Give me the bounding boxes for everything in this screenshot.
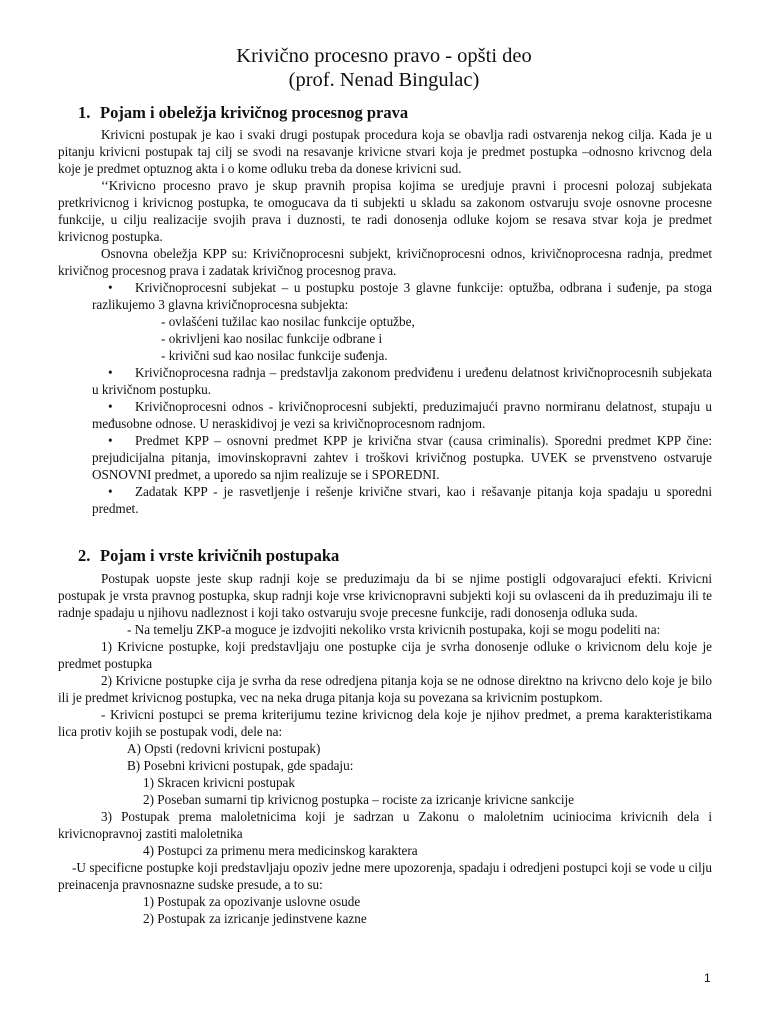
bullet-icon: • xyxy=(108,280,113,295)
list-item: 1) Postupak za opozivanje uslovne osude xyxy=(143,894,361,909)
section-1-number: 1. xyxy=(78,103,91,122)
bullet-text: Krivičnoprocesna radnja – predstavlja zakonom predviđenu i uređenu delatnost krivičnoprocesnih subjekata u krivičnom postupku. xyxy=(92,365,712,397)
bullet-text: Zadatak KPP - je rasvetljenje i rešenje krivične stvari, kao i rešavanje pitanja koja spadaju u sporedni predmet. xyxy=(92,484,712,516)
sub-item: - okrivljeni kao nosilac funkcije odbrane i xyxy=(161,331,383,346)
sub-item: - ovlašćeni tužilac kao nosilac funkcije optužbe, xyxy=(161,314,415,329)
list-item: 2) Postupak za izricanje jedinstvene kazne xyxy=(143,911,367,926)
paragraph: Krivicni postupak je kao i svaki drugi postupak procedura koja se obavlja radi ostvarenja nekog cilja. Kada je u pitanju krivicni postupak taj cilj se svodi na resavanje krivicne stvari koja je predmet postupka –odnosno krivcnog dela koje je predmet optuznog akta i o kome odluku treba da donese krivicni sud. xyxy=(58,127,712,176)
paragraph: Osnovna obeležja KPP su: Krivičnoprocesni subjekt, krivičnoprocesni odnos, krivičnoprocesna radnja, predmet krivičnog procesnog prava i zadatak krivičnog procesnog prava. xyxy=(58,246,712,278)
section-2-title: Pojam i vrste krivičnih postupaka xyxy=(100,546,340,565)
page-number: 1 xyxy=(704,971,711,985)
list-item: B) Posebni krivicni postupak, gde spadaju: xyxy=(127,758,354,773)
document-title: Krivično procesno pravo - opšti deo xyxy=(236,45,532,67)
section-1-heading xyxy=(78,103,408,123)
bullet-text: Predmet KPP – osnovni predmet KPP je krivična stvar (causa criminalis). Sporedni predmet KPP čine: prejudicijalna pitanja, imovinskopravni zahtev i troškovi krivičnog postupka. UVEK se prvenstveno ostvaruje OSNOVNI predmet, a uporedo sa njim realizuje se i SPOREDNI. xyxy=(92,433,712,482)
list-item: A) Opsti (redovni krivicni postupak) xyxy=(127,741,321,756)
bullet-icon: • xyxy=(108,484,113,499)
list-item: 3) Postupak prema maloletnicima koji je sadrzan u Zakonu o maloletnim uciniocima krivicnih dela i krivicnopravnoj zastiti maloletnika xyxy=(58,809,712,841)
paragraph: 2) Krivicne postupke cija je svrha da rese odredjena pitanja koja se ne odnose direktno na krivcno delo koje je bilo ili je predmet krivicnog postupka, vec na neka druga pitanja koja su povezana sa krivicnim postupkom. xyxy=(58,673,712,705)
paragraph: -U specificne postupke koji predstavljaju opoziv jedne mere upozorenja, spadaju i odredjeni postupci koji se vode u cilju preinacenja pravnosnazne sudske presude, a to su: xyxy=(58,860,712,892)
paragraph: ‘‘Krivicno procesno pravo je skup pravnih propisa kojima se uredjuje pravni i procesni polozaj subjekata pretkrivicnog i krivicnog postupka, te omogucava da ti subjekti u skladu sa zakonom ostvaruju svoje osnovne procesne funkcije, u cilju realizacije svojih prava i duznosti, te radi donosenja odluke kojom se resava stvar koja je predmet krivicnog postupka. xyxy=(58,178,712,244)
document-subtitle: (prof. Nenad Bingulac) xyxy=(288,69,480,91)
list-item: 1) Skracen krivicni postupak xyxy=(143,775,295,790)
paragraph: - Krivicni postupci se prema kriterijumu tezine krivicnog dela koje je njihov predmet, a prema karakteristikama lica protiv kojih se postupak vodi, dele na: xyxy=(58,707,712,739)
bullet-icon: • xyxy=(108,365,113,380)
bullet-item xyxy=(58,398,712,432)
section-1-title: Pojam i obeležja krivičnog procesnog prava xyxy=(100,103,409,122)
bullet-text: Krivičnoprocesni odnos - krivičnoprocesni subjekti, preduzimajući pravno normiranu delatnost, stupaju u međusobne odnose. U neraskidivoj je vezi sa krivičnoprocesnom radnjom. xyxy=(92,399,712,431)
bullet-item xyxy=(58,279,712,313)
section-2-heading xyxy=(78,546,339,566)
paragraph: Postupak uopste jeste skup radnji koje se preduzimaju da bi se njime postigli odgovarajuci efekti. Krivicni postupak je vrsta pravnog postupka, skup radnji koje vrse krivicnopravni subjekti koji su ovlasceni da ih preduzimaju ili te radnje spadaju u njihovu nadleznost i koji tako ostvaruju svoje precesne funkcije, radi donosenja odluka suda. xyxy=(58,571,712,620)
section-2-number: 2. xyxy=(78,546,91,565)
bullet-text: Krivičnoprocesni subjekat – u postupku postoje 3 glavne funkcije: optužba, odbrana i suđenje, pa stoga razlikujemo 3 glavna krivičnoprocesna subjekta: xyxy=(92,280,712,312)
bullet-item xyxy=(58,483,712,517)
bullet-icon: • xyxy=(108,399,113,414)
bullet-item xyxy=(58,432,712,483)
section-2-body xyxy=(58,570,712,927)
section-1-body xyxy=(58,126,712,517)
list-item: 2) Poseban sumarni tip krivicnog postupka – rociste za izricanje krivicne sankcije xyxy=(143,792,575,807)
list-item: 4) Postupci za primenu mera medicinskog karaktera xyxy=(143,843,418,858)
paragraph: 1) Krivicne postupke, koji predstavljaju one postupke cija je svrha donosenje odluke o krivicnom delu koje je predmet postupka xyxy=(58,639,712,671)
paragraph: - Na temelju ZKP-a moguce je izdvojiti nekoliko vrsta krivicnih postupaka, koji se mogu podeliti na: xyxy=(127,622,661,637)
sub-item: - krivični sud kao nosilac funkcije suđenja. xyxy=(161,348,388,363)
bullet-item xyxy=(58,364,712,398)
bullet-icon: • xyxy=(108,433,113,448)
